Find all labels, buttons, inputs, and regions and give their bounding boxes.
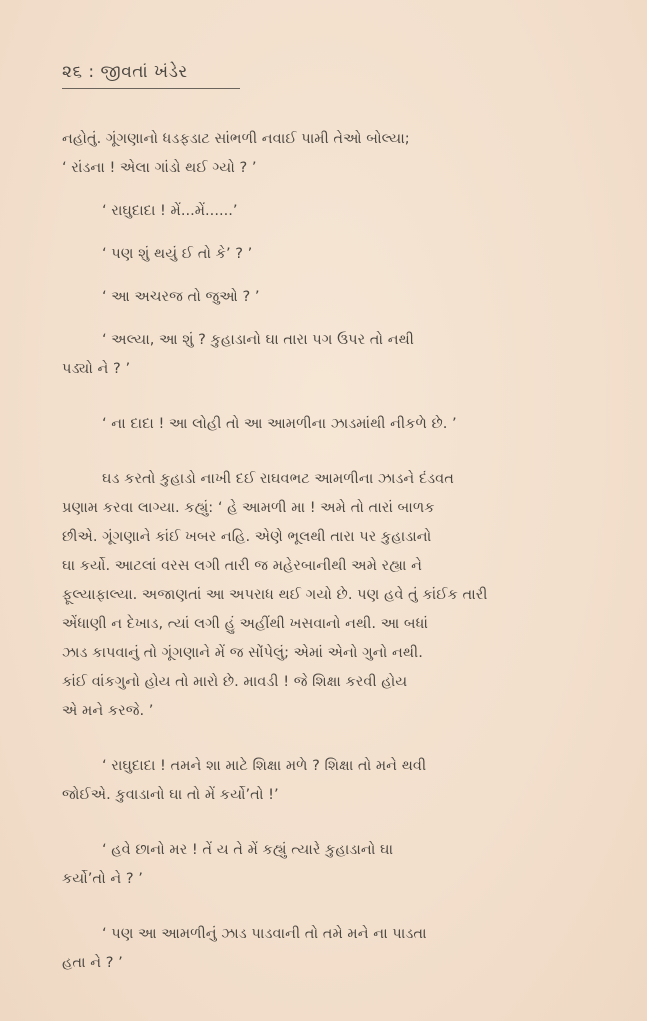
text-line: ‘ હવે છાનો મર ! તેં ય તે મેં કહ્યું ત્યારે કુહાડાનો ઘા — [102, 841, 394, 858]
text-line: ઘડ કરતો કુહાડો નાખી દઈ રાઘવભટ આમળીના ઝાડને દંડવત — [102, 470, 454, 487]
text-line: ‘ પણ આ આમળીનું ઝાડ પાડવાની તો તમે મને ના પાડતા — [102, 925, 427, 942]
text-line: ફૂલ્યાફાલ્યા. અજાણતાં આ અપરાધ થઈ ગયો છે. પણ હવે તું કાંઈક તારી — [62, 586, 488, 603]
page-header — [62, 62, 302, 89]
text-line: કર્યો’તો ને ? ’ — [62, 870, 143, 887]
text-line: ‘ રાઘુદાદા ! તમને શા માટે શિક્ષા મળે ? શિક્ષા તો મને થવી — [102, 757, 427, 774]
paragraph — [62, 409, 582, 438]
text-line: એંધાણી ન દેખાડ, ત્યાં લગી હું અહીંથી ખસવાનો નથી. આ બધાં — [62, 615, 428, 632]
paragraph — [62, 325, 582, 383]
text-line: કાંઈ વાંકગુનો હોય તો મારો છે. માવડી ! જે શિક્ષા કરવી હોય — [62, 673, 408, 690]
text-line: ‘ અલ્યા, આ શું ? કુહાડાનો ઘા તારા પગ ઉપર તો નથી — [102, 331, 414, 348]
text-line: ‘ રાઘુદાદા ! મેં...મેં......’ — [102, 202, 238, 219]
text-line: હતા ને ? ’ — [62, 954, 123, 971]
paragraph — [62, 196, 582, 225]
text-line: ઝાડ કાપવાનું તો ગૂંગણાને મેં જ સોંપેલું; એમાં એનો ગુનો નથી. — [62, 644, 423, 661]
text-line: ‘ પણ શું થયું ઈ તો કે’ ? ’ — [102, 245, 253, 262]
paragraph — [62, 239, 582, 268]
paragraph — [62, 835, 582, 893]
text-line: નહોતું. ગૂંગણાનો ધડફડાટ સાંભળી નવાઈ પામી તેઓ બોલ્યા; — [62, 130, 410, 147]
text-line: ‘ ના દાદા ! આ લોહી તો આ આમળીના ઝાડમાંથી નીકળે છે. ’ — [102, 415, 457, 432]
text-line: છીએ. ગૂંગણાને કાંઈ ખબર નહિ. એણે ભૂલથી તારા પર કુહાડાનો — [62, 528, 432, 545]
paragraph — [62, 124, 582, 182]
page-body — [62, 124, 582, 977]
page-number-and-chapter-title: ૨૬ : જીવતાં ખંડેર — [62, 62, 188, 82]
text-line: ‘ આ અચરજ તો જુઓ ? ’ — [102, 288, 260, 305]
paragraph — [62, 751, 582, 809]
paragraph — [62, 919, 582, 977]
text-line: જોઈએ. કુવાડાનો ઘા તો મેં કર્યો’તો !’ — [62, 786, 279, 803]
text-line: ઘા કર્યો. આટલાં વરસ લગી તારી જ મહેરબાનીથી અમે રહ્યા ને — [62, 557, 423, 574]
text-line: ‘ રાંડના ! એલા ગાંડો થઈ ગ્યો ? ’ — [62, 159, 257, 176]
text-line: એ મને કરજે. ’ — [62, 702, 154, 719]
text-line: પડ્યો ને ? ’ — [62, 360, 131, 377]
paragraph — [62, 282, 582, 311]
paragraph — [62, 464, 582, 725]
header-divider — [62, 88, 240, 89]
text-line: પ્રણામ કરવા લાગ્યા. કહ્યું: ‘ હે આમળી મા ! અમે તો તારાં બાળક — [62, 499, 435, 516]
